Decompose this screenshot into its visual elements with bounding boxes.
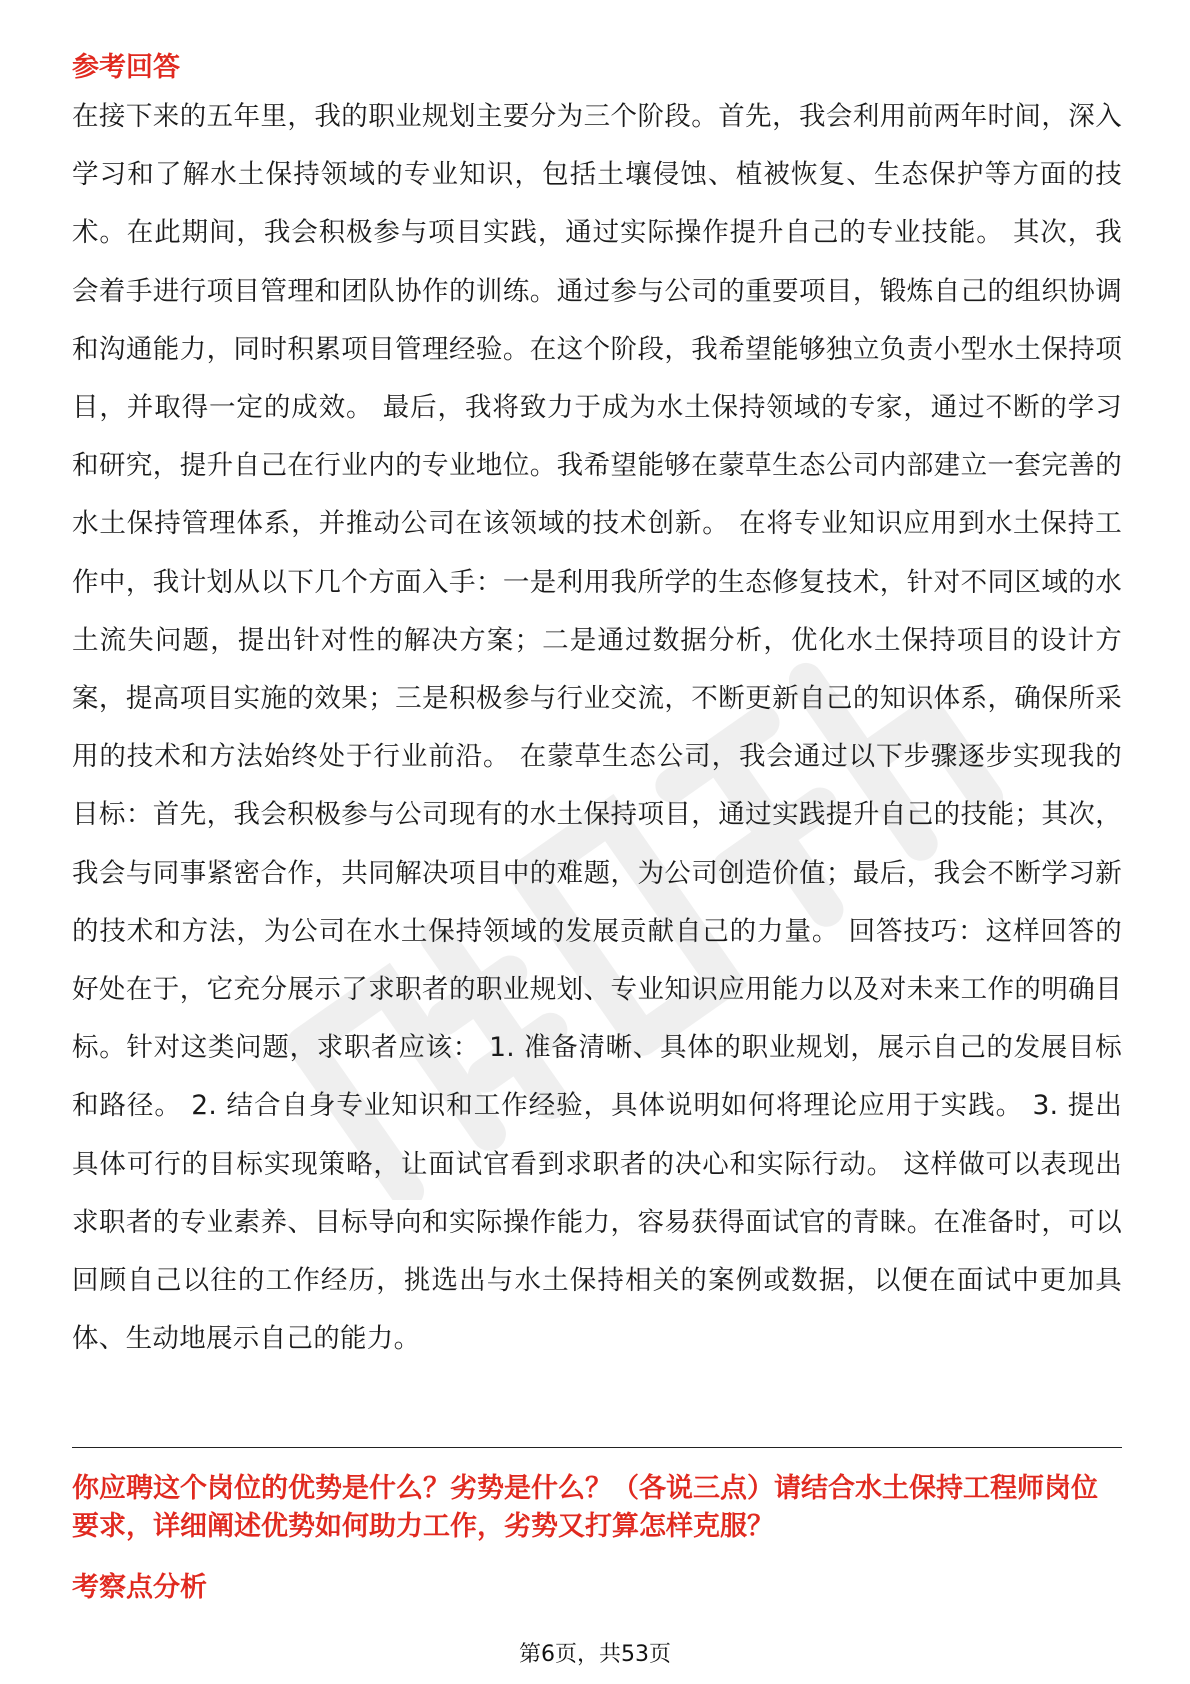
answer-section (72, 48, 1122, 1368)
page-indicator: 第6页，共53页 (519, 1642, 671, 1667)
reference-answer-heading: 参考回答 (72, 52, 180, 83)
next-question-heading: 你应聘这个岗位的优势是什么？劣势是什么？（各说三点）请结合水土保持工程师岗位要求，详细阐述优势如何助力工作，劣势又打算怎样克服？ (72, 1473, 1098, 1542)
reference-answer-body: 在接下来的五年里，我的职业规划主要分为三个阶段。首先，我会利用前两年时间，深入学习和了解水土保持领域的专业知识，包括土壤侵蚀、植被恢复、生态保护等方面的技术。在此期间，我会积极参与项目实践，通过实际操作提升自己的专业技能。 其次，我会着手进行项目管理和团队协作的训练。通过参与公司的重要项目，锻炼自己的组织协调和沟通能力，同时积累项目管理经验。在这个阶段，我希望能够独立负责小型水土保持项目，并取得一定的成效。 最后，我将致力于成为水土保持领域的专家，通过不断的学习和研究，提升自己在行业内的专业地位。我希望能够在蒙草生态公司内部建立一套完善的水土保持管理体系，并推动公司在该领域的技术创新。 在将专业知识应用到水土保持工作中，我计划从以下几个方面入手：一是利用我所学的生态修复技术，针对不同区域的水土流失问题，提出针对性的解决方案；二是通过数据分析，优化水土保持项目的设计方案，提高项目实施的效果；三是积极参与行业交流，不断更新自己的知识体系，确保所采用的技术和方法始终处于行业前沿。 在蒙草生态公司，我会通过以下步骤逐步实现我的目标：首先，我会积极参与公司现有的水土保持项目，通过实践提升自己的技能；其次，我会与同事紧密合作，共同解决项目中的难题，为公司创造价值；最后，我会不断学习新的技术和方法，为公司在水土保持领域的发展贡献自己的力量。 回答技巧：这样回答的好处在于，它充分展示了求职者的职业规划、专业知识应用能力以及对未来工作的明确目标。针对这类问题，求职者应该： 1. 准备清晰、具体的职业规划，展示自己的发展目标和路径。 2. 结合自身专业知识和工作经验，具体说明如何将理论应用于实践。 3. 提出具体可行的目标实现策略，让面试官看到求职者的决心和实际行动。 这样做可以表现出求职者的专业素养、目标导向和实际操作能力，容易获得面试官的青睐。在准备时，可以回顾自己以往的工作经历，挑选出与水土保持相关的案例或数据，以便在面试中更加具体、生动地展示自己的能力。 (72, 101, 1122, 1355)
section-divider (72, 1447, 1122, 1448)
analysis-heading: 考察点分析 (72, 1572, 207, 1603)
